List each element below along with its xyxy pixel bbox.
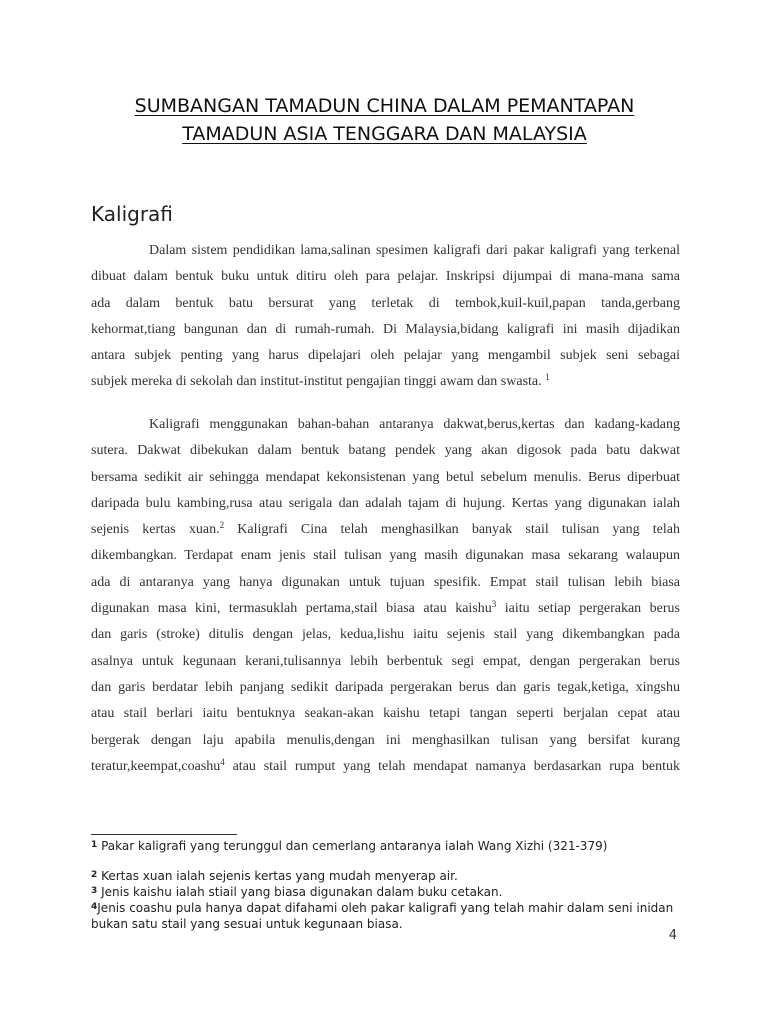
- footnote-ref-1[interactable]: 1: [545, 372, 550, 383]
- footnote-ref-2[interactable]: 2: [219, 520, 225, 531]
- footnote-mark: 4: [91, 902, 98, 912]
- paragraph-2: [91, 412, 680, 780]
- paragraph-1-line-text: subjek mereka di sekolah dan institut-institut pengajian tinggi awam dan swasta.: [91, 374, 546, 390]
- paragraph-2-line: [91, 754, 680, 780]
- paragraph-2-line: dikembangkan. Terdapat enam jenis stail tulisan yang masih digunakan masa sekarang walaupun: [91, 548, 680, 564]
- paragraph-2-line-text: iaitu setiap pergerakan berus: [496, 601, 680, 617]
- footnote-mark: 3: [91, 886, 98, 896]
- paragraph-1-line: antara subjek penting yang harus dipelajari oleh pelajar yang mengambil subjek seni sebagai: [91, 348, 680, 364]
- footnote-4: [91, 900, 681, 932]
- paragraph-2-line-text: teratur,keempat,coashu: [91, 758, 221, 774]
- footnote-text: Jenis kaishu ialah stiail yang biasa digunakan dalam buku cetakan.: [97, 885, 503, 899]
- paragraph-2-line-text: digunakan masa kini, termasuklah pertama,stail biasa atau kaishu: [91, 601, 492, 617]
- paragraph-2-line: bergerak dengan laju apabila menulis,dengan ini menghasilkan tulisan yang bersifat kurang: [91, 732, 680, 748]
- paragraph-2-line-text: sejenis kertas xuan.: [91, 522, 220, 538]
- footnote-mark: 2: [91, 870, 98, 880]
- footnote-mark: 1: [91, 840, 98, 850]
- footnote-ref-4[interactable]: 4: [220, 756, 225, 767]
- paragraph-2-line: daripada bulu kambing,rusa atau serigala dan adalah tajam di hujung. Kertas yang digunakan ialah: [91, 495, 680, 511]
- title-line-1: SUMBANGAN TAMADUN CHINA DALAM PEMANTAPAN: [134, 95, 635, 117]
- section-heading: Kaligrafi: [91, 202, 173, 226]
- paragraph-2-line-text: Kaligrafi Cina telah menghasilkan banyak stail tulisan yang telah: [224, 522, 680, 538]
- paragraph-2-line: Kaligrafi menggunakan bahan-bahan antaranya dakwat,berus,kertas dan kadang-kadang: [149, 417, 680, 432]
- paragraph-2-line: asalnya untuk kegunaan kerani,tulisannya lebih berbentuk segi empat, dengan pergerakan berus: [91, 653, 680, 669]
- paragraph-2-line: dan garis berdatar lebih panjang sedikit daripada pergerakan berus dan garis tegak,ketiga, xingshu: [91, 679, 680, 695]
- paragraph-2-line: ada di antaranya yang hanya digunakan untuk tujuan spesifik. Empat stail tulisan lebih biasa: [91, 574, 680, 590]
- page-number: 4: [668, 928, 677, 943]
- footnote-separator: [91, 834, 237, 835]
- footnote-text: Kertas xuan ialah sejenis kertas yang mudah menyerap air.: [97, 869, 458, 883]
- paragraph-2-line: bersama sedikit air sehingga mendapat kekonsistenan yang betul sebelum menulis. Berus diperbuat: [91, 469, 680, 485]
- paragraph-1-line: ada dalam bentuk batu bersurat yang terletak di tembok,kuil-kuil,papan tanda,gerbang: [91, 295, 680, 311]
- footnote-text: Pakar kaligrafi yang terunggul dan cemerlang antaranya ialah Wang Xizhi (321-379): [97, 839, 608, 853]
- paragraph-1: [91, 238, 680, 396]
- footnote-ref-3[interactable]: 3: [491, 599, 497, 610]
- paragraph-1-last-line: [91, 369, 680, 395]
- footnote-1: [91, 838, 681, 854]
- footnote-2: [91, 868, 681, 884]
- paragraph-1-line: kehormat,tiang bangunan dan di rumah-rumah. Di Malaysia,bidang kaligrafi ini masih dijadikan: [91, 321, 680, 337]
- paragraph-2-line: [91, 517, 680, 543]
- document-title: [92, 92, 677, 148]
- footnote-block-2: [91, 868, 681, 932]
- paragraph-2-line: dan garis (stroke) ditulis dengan jelas, kedua,lishu iaitu sejenis stail yang dikembangkan pada: [91, 627, 680, 643]
- footnote-3: [91, 884, 681, 900]
- footnote-text: Jenis coashu pula hanya dapat difahami oleh pakar kaligrafi yang telah mahir dalam seni inidan bukan satu stail yang sesuai untuk kegunaan biasa.: [91, 901, 674, 931]
- paragraph-2-line: [91, 596, 680, 622]
- paragraph-1-line: dibuat dalam bentuk buku untuk ditiru oleh para pelajar. Inskripsi dijumpai di mana-mana sama: [91, 269, 680, 285]
- paragraph-2-line: sutera. Dakwat dibekukan dalam bentuk batang pendek yang akan digosok pada batu dakwat: [91, 443, 680, 459]
- footnote-block-1: [91, 838, 681, 854]
- paragraph-2-line-text: atau stail rumput yang telah mendapat namanya berdasarkan rupa bentuk: [224, 758, 680, 774]
- title-line-2: TAMADUN ASIA TENGGARA DAN MALAYSIA: [182, 123, 587, 145]
- paragraph-2-line: atau stail berlari iaitu bentuknya seakan-akan kaishu tetapi tangan seperti berjalan cepat atau: [91, 706, 680, 722]
- paragraph-1-line: Dalam sistem pendidikan lama,salinan spesimen kaligrafi dari pakar kaligrafi yang terkenal: [149, 243, 680, 258]
